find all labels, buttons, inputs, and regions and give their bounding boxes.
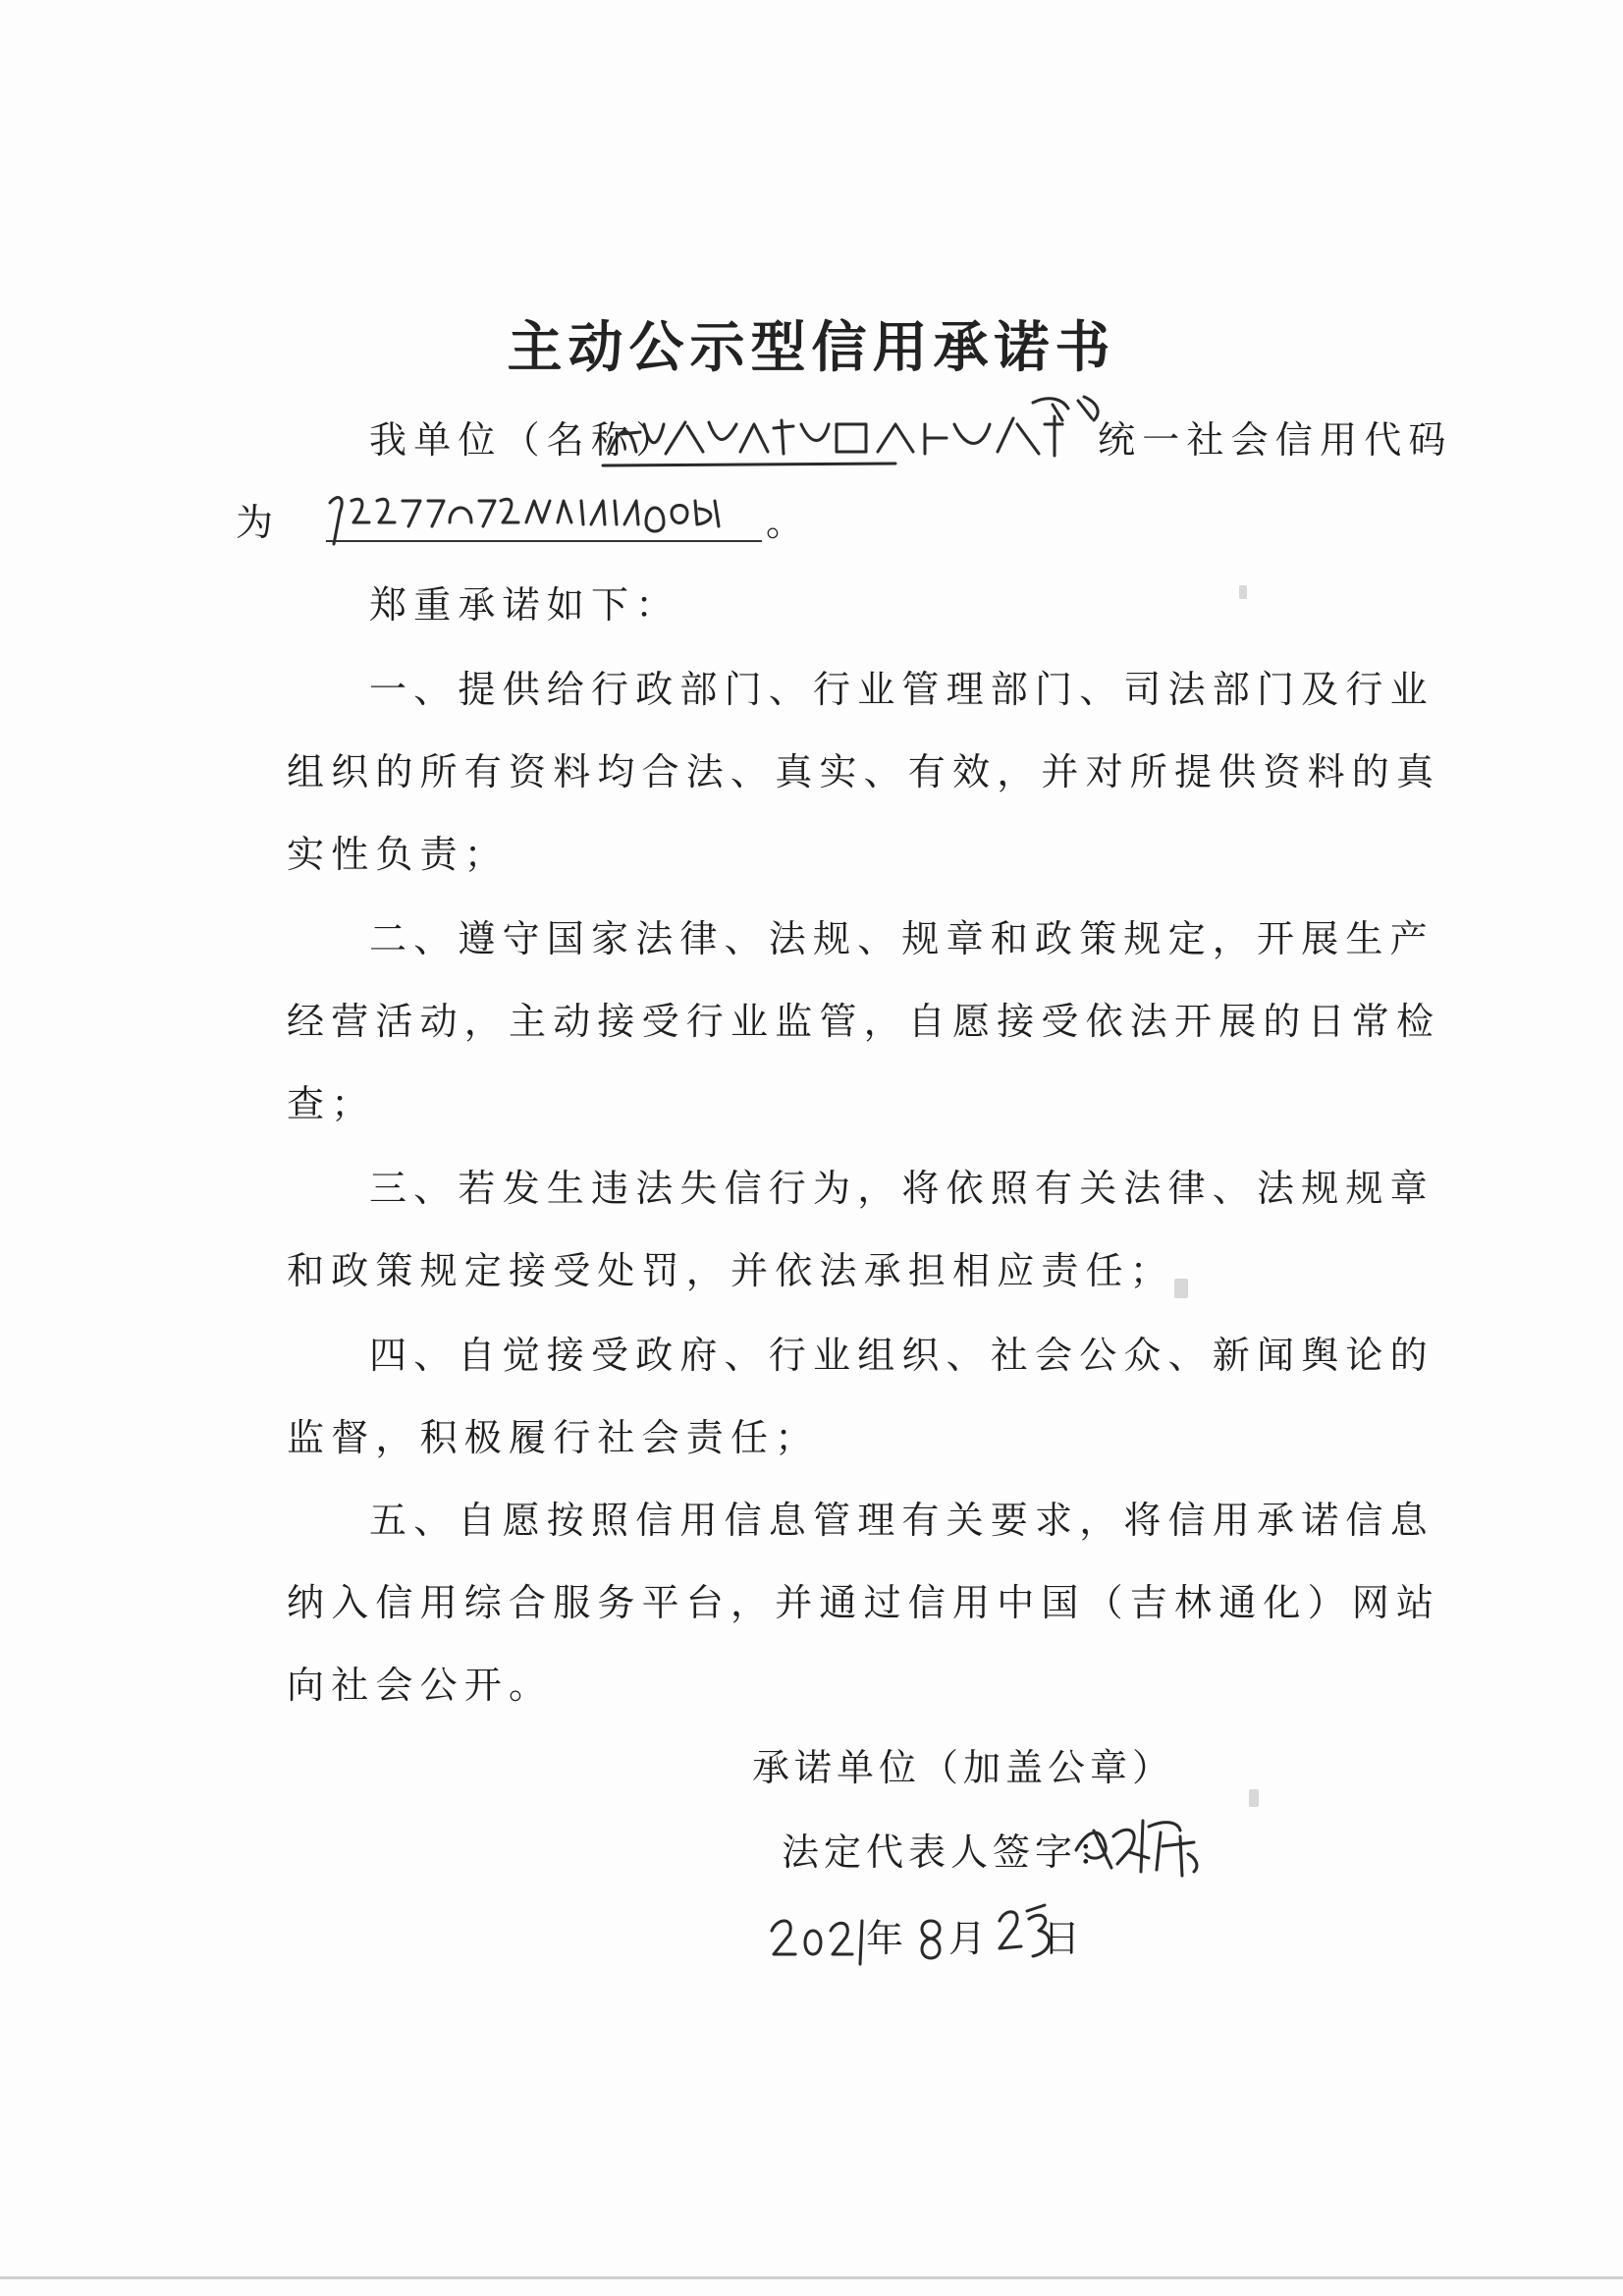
clause-1-line-3: 实性负责；: [287, 833, 510, 876]
scan-speck: [1249, 1789, 1259, 1807]
handwritten-org-name: [601, 395, 1111, 473]
legal-rep-label: 法定代表人签字：: [782, 1831, 1120, 1874]
solemn-line: 郑重承诺如下：: [369, 583, 680, 627]
legal-rep-signature: [1072, 1807, 1210, 1886]
intro-suffix: 统一社会信用代码: [1098, 418, 1453, 462]
code-suffix: 。: [766, 501, 811, 544]
intro-line-1-suffix: [1098, 410, 1453, 469]
code-prefix: 为: [236, 501, 281, 544]
intro-prefix: 我单位（名称）: [369, 418, 680, 462]
clause-1-line-1: 一、提供给行政部门、行业管理部门、司法部门及行业: [369, 668, 1434, 711]
intro-line-2: [236, 493, 280, 552]
clause-5-line-3: 向社会公开。: [287, 1664, 554, 1707]
clause-5-line-2: 纳入信用综合服务平台，并通过信用中国（吉林通化）网站: [287, 1581, 1441, 1624]
clause-3-line-1: 三、若发生违法失信行为，将依照有关法律、法规规章: [369, 1167, 1434, 1210]
clause-3-line-2: 和政策规定接受处罚，并依法承担相应责任；: [287, 1249, 1175, 1292]
date-month-label: 月: [948, 1917, 992, 1960]
date-year-label: 年: [866, 1917, 909, 1960]
commitment-unit-label: 承诺单位（加盖公章）: [752, 1746, 1175, 1789]
document-title: 主动公示型信用承诺书: [507, 316, 1116, 380]
clause-2-line-3: 查；: [287, 1082, 376, 1125]
scan-speck: [1239, 585, 1247, 599]
clause-2-line-1: 二、遵守国家法律、法规、规章和政策规定，开展生产: [369, 917, 1434, 960]
clause-4-line-2: 监督，积极履行社会责任；: [287, 1416, 820, 1459]
handwritten-month: [911, 1909, 950, 1968]
handwritten-credit-code: [324, 483, 736, 562]
clause-2-line-2: 经营活动，主动接受行业监管，自愿接受依法开展的日常检: [287, 1000, 1441, 1043]
date-day-label: 日: [1043, 1917, 1086, 1960]
clause-5-line-1: 五、自愿按照信用信息管理有关要求，将信用承诺信息: [369, 1499, 1434, 1542]
clause-1-line-2: 组织的所有资料均合法、真实、有效，并对所提供资料的真: [287, 750, 1441, 793]
intro-line-2-suffix: [766, 493, 810, 552]
scan-edge: [0, 2276, 1623, 2279]
handwritten-year: [766, 1909, 874, 1968]
credit-code-underline: [326, 540, 762, 542]
scan-speck: [1174, 1279, 1188, 1298]
clause-4-line-1: 四、自觉接受政府、行业组织、社会公众、新闻舆论的: [369, 1334, 1434, 1377]
